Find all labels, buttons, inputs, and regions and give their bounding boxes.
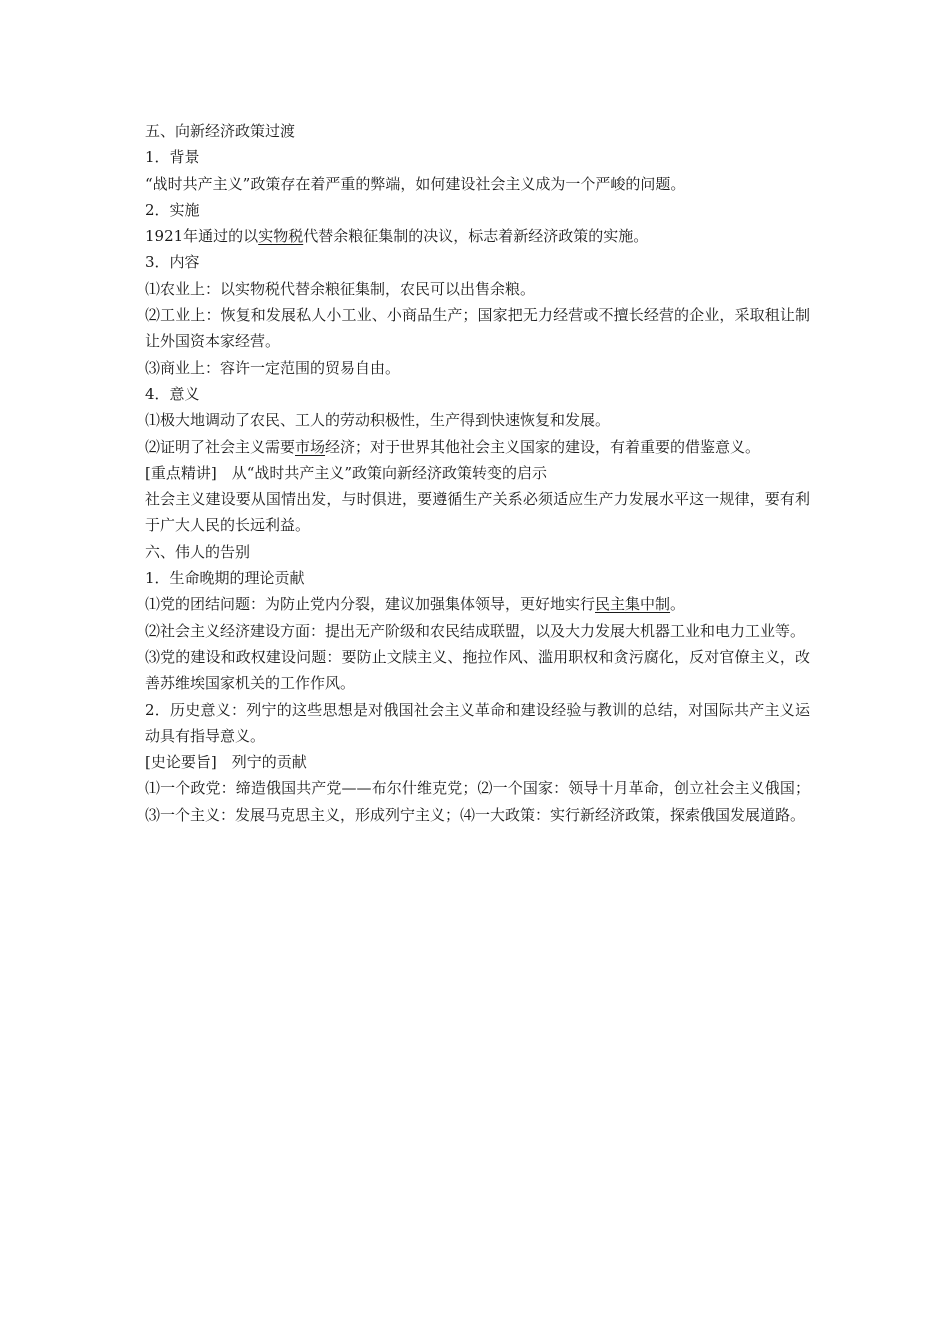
text-span: 经济；对于世界其他社会主义国家的建设，有着重要的借鉴意义。 xyxy=(325,437,761,456)
section-5-4-item-2 xyxy=(145,434,810,460)
text-span: 1921年通过的以 xyxy=(145,227,259,246)
section-6-1-item-3: ⑶党的建设和政权建设问题：要防止文牍主义、拖拉作风、滥用职权和贪污腐化，反对官僚主义，改善苏维埃国家机关的工作作风。 xyxy=(145,647,810,693)
text-span: 。 xyxy=(670,595,686,614)
section-6-title: 六、伟人的告别 xyxy=(145,542,251,561)
section-5-3-item-2: ⑵工业上：恢复和发展私人小工业、小商品生产；国家把无力经营或不擅长经营的企业，采取租让制让外国资本家经营。 xyxy=(145,306,810,351)
section-6-1-item-1 xyxy=(145,591,810,617)
text-span: ⑴党的团结问题：为防止党内分裂，建议加强集体领导，更好地实行 xyxy=(145,595,596,614)
section-6-1-heading: 1．生命晚期的理论贡献 xyxy=(145,569,305,588)
underlined-term: 实物税 xyxy=(258,227,304,246)
section-5-1-heading: 1．背景 xyxy=(145,148,200,167)
section-5-3-heading: 3．内容 xyxy=(145,253,200,272)
underlined-term: 市场 xyxy=(295,437,326,456)
section-5-3-item-3: ⑶商业上：容许一定范围的贸易自由。 xyxy=(145,358,401,377)
history-text: ⑴一个政党：缔造俄国共产党——布尔什维克党；⑵一个国家：领导十月革命，创立社会主义俄国；⑶一个主义：发展马克思主义，形成列宁主义；⑷一大政策：实行新经济政策，探索俄国发展道路。 xyxy=(145,779,810,824)
focus-text: 社会主义建设要从国情出发，与时俱进，要遵循生产关系必须适应生产力发展水平这一规律，要有利于广大人民的长远利益。 xyxy=(145,490,810,535)
section-5-1-text: “战时共产主义”政策存在着严重的弊端，如何建设社会主义成为一个严峻的问题。 xyxy=(145,174,686,193)
text-span: ⑵证明了社会主义需要 xyxy=(145,437,296,456)
text-span: 代替余粮征集制的决议，标志着新经济政策的实施。 xyxy=(303,227,649,246)
document-body xyxy=(145,118,810,828)
section-6-1-item-2: ⑵社会主义经济建设方面：提出无产阶级和农民结成联盟，以及大力发展大机器工业和电力工业等。 xyxy=(145,621,806,640)
section-5-title: 五、向新经济政策过渡 xyxy=(145,122,296,140)
history-heading: [史论要旨] 列宁的贡献 xyxy=(145,753,307,772)
underlined-term: 民主集中制 xyxy=(595,595,671,614)
section-5-2-heading: 2．实施 xyxy=(145,200,200,219)
section-5-4-heading: 4．意义 xyxy=(145,384,200,403)
section-5-4-item-1: ⑴极大地调动了农民、工人的劳动积极性，生产得到快速恢复和发展。 xyxy=(145,411,611,430)
section-5-3-item-1: ⑴农业上：以实物税代替余粮征集制，农民可以出售余粮。 xyxy=(145,279,536,298)
section-5-2-text xyxy=(145,223,810,249)
section-6-2-text: 2．历史意义：列宁的这些思想是对俄国社会主义革命和建设经验与教训的总结，对国际共产主义运动具有指导意义。 xyxy=(145,700,810,745)
focus-heading: [重点精讲] 从“战时共产主义”政策向新经济政策转变的启示 xyxy=(145,463,548,482)
